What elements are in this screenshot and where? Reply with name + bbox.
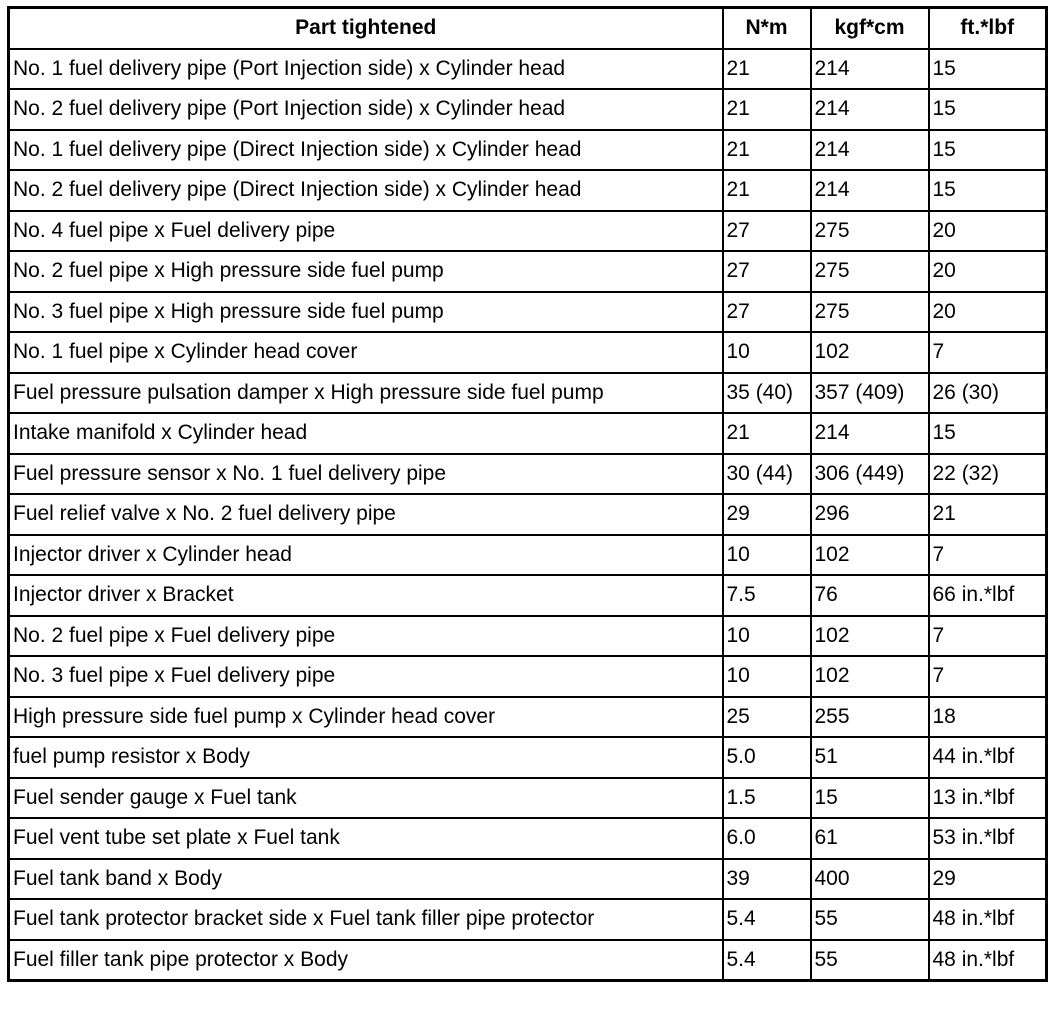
part-name-cell: Fuel filler tank pipe protector x Body [9, 940, 723, 981]
table-row [9, 454, 1047, 495]
torque-ft-lbf-cell: 18 [929, 697, 1047, 738]
torque-kgf-cm-cell: 102 [811, 332, 929, 373]
torque-kgf-cm-cell: 400 [811, 859, 929, 900]
torque-nm-cell: 27 [723, 211, 811, 252]
table-row [9, 130, 1047, 171]
torque-ft-lbf-cell: 29 [929, 859, 1047, 900]
torque-ft-lbf-cell: 22 (32) [929, 454, 1047, 495]
table-row [9, 737, 1047, 778]
torque-nm-cell: 5.4 [723, 899, 811, 940]
part-name-cell: No. 2 fuel pipe x Fuel delivery pipe [9, 616, 723, 657]
header-kgf-cm: kgf*cm [811, 8, 929, 49]
table-row [9, 899, 1047, 940]
torque-nm-cell: 10 [723, 332, 811, 373]
torque-kgf-cm-cell: 306 (449) [811, 454, 929, 495]
torque-kgf-cm-cell: 214 [811, 130, 929, 171]
torque-ft-lbf-cell: 7 [929, 535, 1047, 576]
part-name-cell: Injector driver x Cylinder head [9, 535, 723, 576]
torque-nm-cell: 10 [723, 616, 811, 657]
table-row [9, 413, 1047, 454]
torque-nm-cell: 1.5 [723, 778, 811, 819]
torque-ft-lbf-cell: 15 [929, 49, 1047, 90]
torque-kgf-cm-cell: 102 [811, 616, 929, 657]
torque-nm-cell: 21 [723, 170, 811, 211]
part-name-cell: Fuel pressure sensor x No. 1 fuel delivery pipe [9, 454, 723, 495]
torque-kgf-cm-cell: 214 [811, 49, 929, 90]
table-row [9, 778, 1047, 819]
part-name-cell: Intake manifold x Cylinder head [9, 413, 723, 454]
part-name-cell: fuel pump resistor x Body [9, 737, 723, 778]
torque-nm-cell: 21 [723, 89, 811, 130]
torque-kgf-cm-cell: 102 [811, 656, 929, 697]
torque-ft-lbf-cell: 15 [929, 413, 1047, 454]
table-row [9, 251, 1047, 292]
part-name-cell: High pressure side fuel pump x Cylinder head cover [9, 697, 723, 738]
torque-kgf-cm-cell: 102 [811, 535, 929, 576]
torque-kgf-cm-cell: 255 [811, 697, 929, 738]
torque-ft-lbf-cell: 48 in.*lbf [929, 899, 1047, 940]
part-name-cell: No. 1 fuel delivery pipe (Port Injection side) x Cylinder head [9, 49, 723, 90]
part-name-cell: Fuel tank protector bracket side x Fuel tank filler pipe protector [9, 899, 723, 940]
torque-kgf-cm-cell: 15 [811, 778, 929, 819]
torque-kgf-cm-cell: 55 [811, 899, 929, 940]
torque-nm-cell: 10 [723, 535, 811, 576]
torque-ft-lbf-cell: 15 [929, 170, 1047, 211]
header-newton-meter: N*m [723, 8, 811, 49]
torque-kgf-cm-cell: 55 [811, 940, 929, 981]
torque-nm-cell: 21 [723, 49, 811, 90]
torque-ft-lbf-cell: 20 [929, 211, 1047, 252]
table-row [9, 818, 1047, 859]
torque-ft-lbf-cell: 20 [929, 251, 1047, 292]
torque-kgf-cm-cell: 76 [811, 575, 929, 616]
part-name-cell: No. 1 fuel delivery pipe (Direct Injection side) x Cylinder head [9, 130, 723, 171]
part-name-cell: No. 2 fuel delivery pipe (Direct Injection side) x Cylinder head [9, 170, 723, 211]
torque-ft-lbf-cell: 7 [929, 656, 1047, 697]
torque-ft-lbf-cell: 15 [929, 130, 1047, 171]
header-part-tightened: Part tightened [9, 8, 723, 49]
torque-kgf-cm-cell: 275 [811, 251, 929, 292]
torque-ft-lbf-cell: 15 [929, 89, 1047, 130]
torque-ft-lbf-cell: 21 [929, 494, 1047, 535]
torque-kgf-cm-cell: 214 [811, 170, 929, 211]
table-row [9, 170, 1047, 211]
torque-specification-table [7, 6, 1048, 982]
part-name-cell: No. 2 fuel delivery pipe (Port Injection side) x Cylinder head [9, 89, 723, 130]
torque-kgf-cm-cell: 61 [811, 818, 929, 859]
torque-nm-cell: 7.5 [723, 575, 811, 616]
torque-nm-cell: 21 [723, 413, 811, 454]
part-name-cell: No. 2 fuel pipe x High pressure side fuel pump [9, 251, 723, 292]
table-row [9, 211, 1047, 252]
part-name-cell: Fuel vent tube set plate x Fuel tank [9, 818, 723, 859]
torque-ft-lbf-cell: 26 (30) [929, 373, 1047, 414]
torque-nm-cell: 5.0 [723, 737, 811, 778]
torque-ft-lbf-cell: 7 [929, 332, 1047, 373]
table-row [9, 373, 1047, 414]
torque-nm-cell: 27 [723, 251, 811, 292]
table-row [9, 49, 1047, 90]
torque-nm-cell: 21 [723, 130, 811, 171]
table-row [9, 494, 1047, 535]
table-row [9, 616, 1047, 657]
table-body [9, 49, 1047, 981]
part-name-cell: No. 3 fuel pipe x High pressure side fuel pump [9, 292, 723, 333]
table-row [9, 575, 1047, 616]
torque-ft-lbf-cell: 13 in.*lbf [929, 778, 1047, 819]
torque-kgf-cm-cell: 214 [811, 413, 929, 454]
table-row [9, 940, 1047, 981]
torque-kgf-cm-cell: 275 [811, 211, 929, 252]
torque-nm-cell: 29 [723, 494, 811, 535]
table-row [9, 332, 1047, 373]
torque-nm-cell: 35 (40) [723, 373, 811, 414]
table-header-row [9, 8, 1047, 49]
torque-ft-lbf-cell: 53 in.*lbf [929, 818, 1047, 859]
part-name-cell: No. 1 fuel pipe x Cylinder head cover [9, 332, 723, 373]
torque-ft-lbf-cell: 7 [929, 616, 1047, 657]
torque-ft-lbf-cell: 20 [929, 292, 1047, 333]
torque-kgf-cm-cell: 214 [811, 89, 929, 130]
table-row [9, 292, 1047, 333]
torque-ft-lbf-cell: 48 in.*lbf [929, 940, 1047, 981]
header-ft-lbf: ft.*lbf [929, 8, 1047, 49]
torque-kgf-cm-cell: 51 [811, 737, 929, 778]
table-row [9, 859, 1047, 900]
torque-nm-cell: 25 [723, 697, 811, 738]
torque-ft-lbf-cell: 44 in.*lbf [929, 737, 1047, 778]
part-name-cell: Fuel relief valve x No. 2 fuel delivery pipe [9, 494, 723, 535]
torque-nm-cell: 6.0 [723, 818, 811, 859]
torque-nm-cell: 27 [723, 292, 811, 333]
torque-ft-lbf-cell: 66 in.*lbf [929, 575, 1047, 616]
part-name-cell: Fuel pressure pulsation damper x High pressure side fuel pump [9, 373, 723, 414]
table-row [9, 656, 1047, 697]
part-name-cell: No. 4 fuel pipe x Fuel delivery pipe [9, 211, 723, 252]
torque-nm-cell: 39 [723, 859, 811, 900]
torque-nm-cell: 10 [723, 656, 811, 697]
part-name-cell: No. 3 fuel pipe x Fuel delivery pipe [9, 656, 723, 697]
part-name-cell: Fuel tank band x Body [9, 859, 723, 900]
torque-kgf-cm-cell: 275 [811, 292, 929, 333]
torque-nm-cell: 5.4 [723, 940, 811, 981]
table-row [9, 697, 1047, 738]
part-name-cell: Fuel sender gauge x Fuel tank [9, 778, 723, 819]
table-row [9, 535, 1047, 576]
part-name-cell: Injector driver x Bracket [9, 575, 723, 616]
torque-nm-cell: 30 (44) [723, 454, 811, 495]
table-row [9, 89, 1047, 130]
torque-kgf-cm-cell: 357 (409) [811, 373, 929, 414]
torque-kgf-cm-cell: 296 [811, 494, 929, 535]
